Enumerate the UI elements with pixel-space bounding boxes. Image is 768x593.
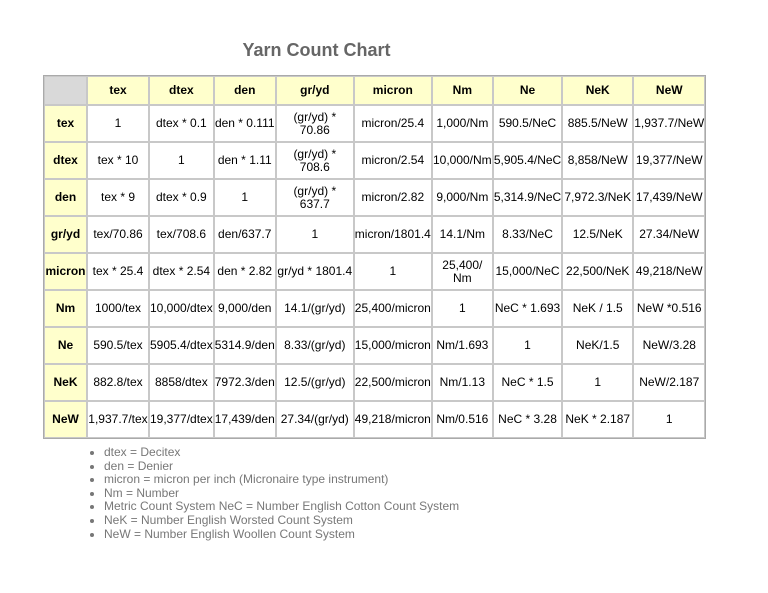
table-cell: 8.33/(gr/yd) bbox=[276, 327, 354, 364]
table-cell: den/637.7 bbox=[214, 216, 276, 253]
note-item: • micron = micron per inch (Micronaire type instrument) bbox=[104, 473, 459, 487]
table-cell: 49,218/NeW bbox=[633, 253, 705, 290]
table-cell: 8,858/NeW bbox=[562, 142, 633, 179]
table-cell: 590.5/tex bbox=[87, 327, 149, 364]
table-cell: dtex * 0.9 bbox=[149, 179, 214, 216]
table-cell: tex * 25.4 bbox=[87, 253, 149, 290]
table-cell: 1,000/Nm bbox=[432, 105, 493, 142]
table-cell: 15,000/NeC bbox=[493, 253, 562, 290]
table-cell: NeC * 1.5 bbox=[493, 364, 562, 401]
table-cell: NeC * 1.693 bbox=[493, 290, 562, 327]
row-header: gr/yd bbox=[44, 216, 87, 253]
table-cell: micron/2.82 bbox=[354, 179, 432, 216]
column-header: gr/yd bbox=[276, 76, 354, 105]
row-header: tex bbox=[44, 105, 87, 142]
row-header: dtex bbox=[44, 142, 87, 179]
table-cell: 27.34/(gr/yd) bbox=[276, 401, 354, 438]
note-item: • dtex = Decitex bbox=[104, 446, 459, 460]
table-cell: 27.34/NeW bbox=[633, 216, 705, 253]
table-cell: 1 bbox=[633, 401, 705, 438]
table-cell: NeW/3.28 bbox=[633, 327, 705, 364]
table-cell: 590.5/NeC bbox=[493, 105, 562, 142]
table-cell: Nm/0.516 bbox=[432, 401, 493, 438]
column-header: tex bbox=[87, 76, 149, 105]
table-cell: 8.33/NeC bbox=[493, 216, 562, 253]
row-header: NeK bbox=[44, 364, 87, 401]
table-cell: NeK * 2.187 bbox=[562, 401, 633, 438]
table-row bbox=[44, 216, 705, 253]
table-row bbox=[44, 327, 705, 364]
row-header: den bbox=[44, 179, 87, 216]
table-cell: 14.1/(gr/yd) bbox=[276, 290, 354, 327]
table-cell: 10,000/dtex bbox=[149, 290, 214, 327]
column-header: dtex bbox=[149, 76, 214, 105]
table-cell: micron/25.4 bbox=[354, 105, 432, 142]
table-cell: 25,400/ Nm bbox=[432, 253, 493, 290]
table-row bbox=[44, 364, 705, 401]
column-header: NeK bbox=[562, 76, 633, 105]
table-cell: 17,439/NeW bbox=[633, 179, 705, 216]
table-cell: Nm/1.693 bbox=[432, 327, 493, 364]
table-cell: den * 1.11 bbox=[214, 142, 276, 179]
table-cell: NeK/1.5 bbox=[562, 327, 633, 364]
table-cell: 1 bbox=[493, 327, 562, 364]
note-item: • Metric Count System NeC = Number English Cotton Count System bbox=[104, 500, 459, 514]
table-cell: 19,377/dtex bbox=[149, 401, 214, 438]
table-cell: NeW/2.187 bbox=[633, 364, 705, 401]
table-cell: dtex * 0.1 bbox=[149, 105, 214, 142]
table-cell: Nm/1.13 bbox=[432, 364, 493, 401]
table-cell: 1 bbox=[87, 105, 149, 142]
table-cell: den * 0.111 bbox=[214, 105, 276, 142]
table-cell: 5,314.9/NeC bbox=[493, 179, 562, 216]
table-cell: 22,500/micron bbox=[354, 364, 432, 401]
table-cell: 9,000/Nm bbox=[432, 179, 493, 216]
table-cell: (gr/yd) * 708.6 bbox=[276, 142, 354, 179]
note-item: • den = Denier bbox=[104, 460, 459, 474]
row-header: Ne bbox=[44, 327, 87, 364]
table-cell: 12.5/NeK bbox=[562, 216, 633, 253]
note-item: • NeW = Number English Woollen Count System bbox=[104, 528, 459, 542]
table-cell: 1 bbox=[354, 253, 432, 290]
column-header: NeW bbox=[633, 76, 705, 105]
column-header: Nm bbox=[432, 76, 493, 105]
table-cell: 1 bbox=[214, 179, 276, 216]
table-cell: NeK / 1.5 bbox=[562, 290, 633, 327]
row-header: Nm bbox=[44, 290, 87, 327]
table-row bbox=[44, 179, 705, 216]
column-header: Ne bbox=[493, 76, 562, 105]
table-cell: 5314.9/den bbox=[214, 327, 276, 364]
table-cell: 7972.3/den bbox=[214, 364, 276, 401]
table-cell: 22,500/NeK bbox=[562, 253, 633, 290]
table-cell: 5,905.4/NeC bbox=[493, 142, 562, 179]
table-cell: gr/yd * 1801.4 bbox=[276, 253, 354, 290]
corner-cell bbox=[44, 76, 87, 105]
table-cell: 25,400/micron bbox=[354, 290, 432, 327]
table-cell: tex * 9 bbox=[87, 179, 149, 216]
table-cell: tex/708.6 bbox=[149, 216, 214, 253]
table-cell: 19,377/NeW bbox=[633, 142, 705, 179]
table-cell: 5905.4/dtex bbox=[149, 327, 214, 364]
table-cell: tex/70.86 bbox=[87, 216, 149, 253]
table-cell: 8858/dtex bbox=[149, 364, 214, 401]
table-cell: 1,937.7/NeW bbox=[633, 105, 705, 142]
table-row bbox=[44, 290, 705, 327]
table-cell: 885.5/NeW bbox=[562, 105, 633, 142]
table-cell: 1,937.7/tex bbox=[87, 401, 149, 438]
table-cell: 1 bbox=[432, 290, 493, 327]
table-cell: NeW *0.516 bbox=[633, 290, 705, 327]
table-cell: 1 bbox=[149, 142, 214, 179]
table-cell: 1 bbox=[562, 364, 633, 401]
table-cell: 10,000/Nm bbox=[432, 142, 493, 179]
note-item: • Nm = Number bbox=[104, 487, 459, 501]
table-row bbox=[44, 105, 705, 142]
table-cell: 9,000/den bbox=[214, 290, 276, 327]
table-cell: tex * 10 bbox=[87, 142, 149, 179]
table-row bbox=[44, 401, 705, 438]
page-title: Yarn Count Chart bbox=[242, 40, 391, 60]
table-cell: 882.8/tex bbox=[87, 364, 149, 401]
table-cell: dtex * 2.54 bbox=[149, 253, 214, 290]
row-header: micron bbox=[44, 253, 87, 290]
table-cell: NeC * 3.28 bbox=[493, 401, 562, 438]
table-cell: 12.5/(gr/yd) bbox=[276, 364, 354, 401]
table-cell: (gr/yd) * 70.86 bbox=[276, 105, 354, 142]
yarn-count-table bbox=[43, 75, 706, 439]
note-item: • NeK = Number English Worsted Count System bbox=[104, 514, 459, 528]
table-cell: micron/2.54 bbox=[354, 142, 432, 179]
table-row bbox=[44, 142, 705, 179]
column-header: micron bbox=[354, 76, 432, 105]
table-cell: 14.1/Nm bbox=[432, 216, 493, 253]
abbreviation-notes bbox=[86, 446, 459, 541]
column-header: den bbox=[214, 76, 276, 105]
table-cell: 1000/tex bbox=[87, 290, 149, 327]
table-cell: micron/1801.4 bbox=[354, 216, 432, 253]
table-cell: 7,972.3/NeK bbox=[562, 179, 633, 216]
header-row bbox=[44, 76, 705, 105]
table-cell: 17,439/den bbox=[214, 401, 276, 438]
table-cell: den * 2.82 bbox=[214, 253, 276, 290]
row-header: NeW bbox=[44, 401, 87, 438]
table-cell: 15,000/micron bbox=[354, 327, 432, 364]
table-cell: (gr/yd) * 637.7 bbox=[276, 179, 354, 216]
table-row bbox=[44, 253, 705, 290]
table-cell: 49,218/micron bbox=[354, 401, 432, 438]
table-cell: 1 bbox=[276, 216, 354, 253]
